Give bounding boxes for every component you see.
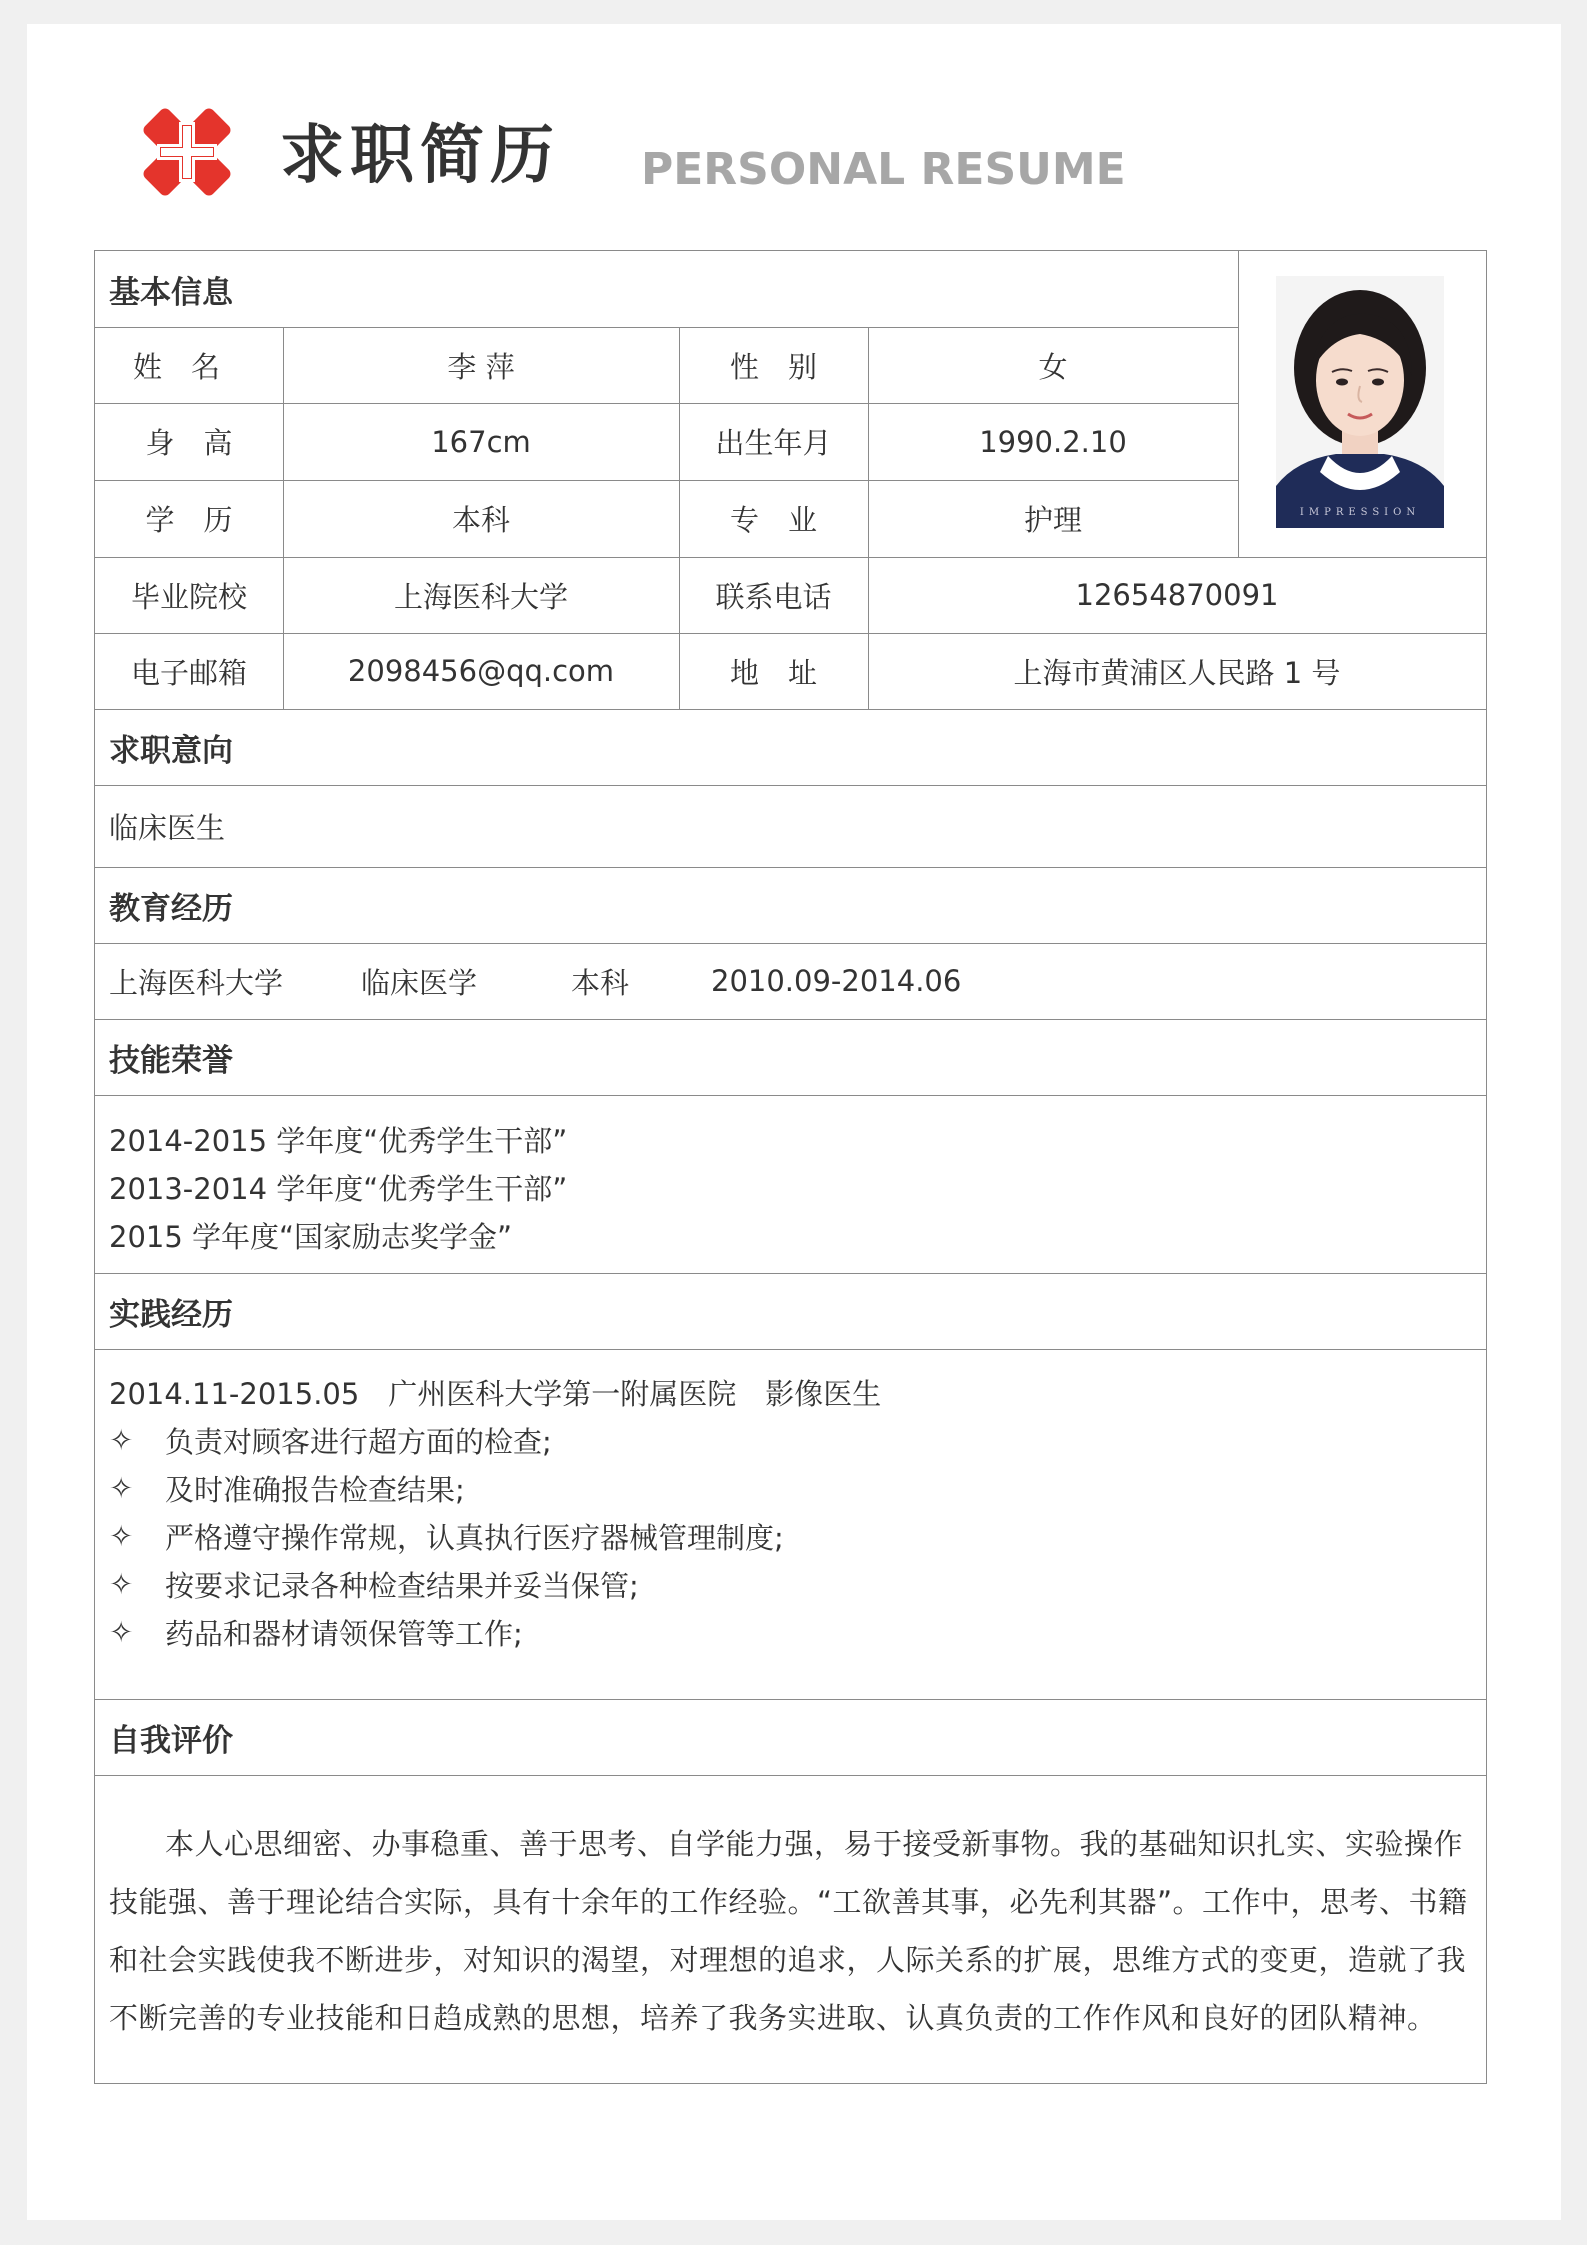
value-phone: 12654870091 <box>1075 578 1279 612</box>
label-address: 地 址 <box>729 655 817 690</box>
honor-item: 2014-2015 学年度“优秀学生干部” <box>109 1123 568 1158</box>
label-birth: 出生年月 <box>715 426 832 460</box>
label-school: 毕业院校 <box>130 579 247 614</box>
section-title-self-evaluation: 自我评价 <box>109 1722 233 1759</box>
resume-title-en: PERSONAL RESUME <box>641 144 1126 195</box>
section-title-basic-info: 基本信息 <box>109 274 233 311</box>
label-major: 专 业 <box>729 503 817 537</box>
label-gender: 性 别 <box>729 349 817 384</box>
practice-item-text: 严格遵守操作常规，认真执行医疗器械管理制度; <box>165 1520 784 1555</box>
value-major: 护理 <box>1023 503 1082 537</box>
education-period: 2010.09-2014.06 <box>711 964 962 998</box>
practice-item-text: 按要求记录各种检查结果并妥当保管; <box>165 1568 639 1603</box>
job-intent-value: 临床医生 <box>109 810 226 845</box>
sparkle-bullet-icon: ✧ <box>109 1471 134 1505</box>
sparkle-bullet-icon: ✧ <box>109 1615 134 1649</box>
value-address: 上海市黄浦区人民路 1 号 <box>1013 655 1341 690</box>
value-school: 上海医科大学 <box>393 579 568 614</box>
value-gender: 女 <box>1038 349 1068 384</box>
label-email: 电子邮箱 <box>130 655 247 690</box>
section-title-job-intent: 求职意向 <box>109 732 233 769</box>
practice-item <box>109 1512 784 1560</box>
education-degree: 本科 <box>571 965 630 1000</box>
practice-item <box>109 1464 465 1512</box>
honor-item: 2015 学年度“国家励志奖学金” <box>109 1219 513 1254</box>
practice-item <box>109 1416 552 1464</box>
label-phone: 联系电话 <box>715 579 832 614</box>
profile-photo <box>1276 276 1444 528</box>
practice-item-text: 负责对顾客进行超方面的检查; <box>165 1424 552 1459</box>
resume-title-cn: 求职简历 <box>280 119 560 193</box>
honor-item: 2013-2014 学年度“优秀学生干部” <box>109 1171 568 1206</box>
value-name: 李 萍 <box>447 349 515 384</box>
education-row <box>109 943 961 1019</box>
sparkle-bullet-icon: ✧ <box>109 1423 134 1457</box>
value-education-level: 本科 <box>451 503 510 537</box>
practice-item-text: 药品和器材请领保管等工作; <box>165 1616 523 1651</box>
photo-caption: IMPRESSION <box>1299 507 1421 518</box>
label-education-level: 学 历 <box>145 503 233 537</box>
value-birth: 1990.2.10 <box>979 424 1127 459</box>
self-evaluation-text: 本人心思细密、办事稳重、善于思考、自学能力强，易于接受新事物。我的基础知识扎实、实验操作技能强、善于理论结合实际，具有十余年的工作经验。“工欲善其事，必先利其器”。工作中，思考、书籍和社会实践使我不断进步，对知识的渴望，对理想的追求，人际关系的扩展，思维方式的变更，造就了我不断完善的专业技能和日趋成熟的思想，培养了我务实进取、认真负责的工作作风和良好的团队精神。 <box>109 1827 1468 2035</box>
practice-headline: 2014.11-2015.05 广州医科大学第一附属医院 影像医生 <box>109 1376 882 1411</box>
section-title-education: 教育经历 <box>109 890 233 927</box>
sparkle-bullet-icon: ✧ <box>109 1519 134 1553</box>
section-title-practice: 实践经历 <box>109 1296 233 1333</box>
section-title-honors: 技能荣誉 <box>109 1042 233 1079</box>
medical-cross-logo-icon <box>131 96 243 208</box>
practice-item-text: 及时准确报告检查结果; <box>165 1472 465 1507</box>
education-school: 上海医科大学 <box>109 965 284 1000</box>
practice-item <box>109 1560 639 1608</box>
resume-page <box>27 24 1561 2220</box>
label-name-text: 姓 名 <box>133 349 221 384</box>
label-name <box>95 327 283 403</box>
label-height: 身 高 <box>145 426 233 460</box>
value-email: 2098456@qq.com <box>347 654 615 688</box>
value-height: 167cm <box>431 424 531 459</box>
education-major: 临床医学 <box>361 965 478 1000</box>
practice-item <box>109 1608 523 1656</box>
resume-header <box>27 24 1561 254</box>
sparkle-bullet-icon: ✧ <box>109 1567 134 1601</box>
